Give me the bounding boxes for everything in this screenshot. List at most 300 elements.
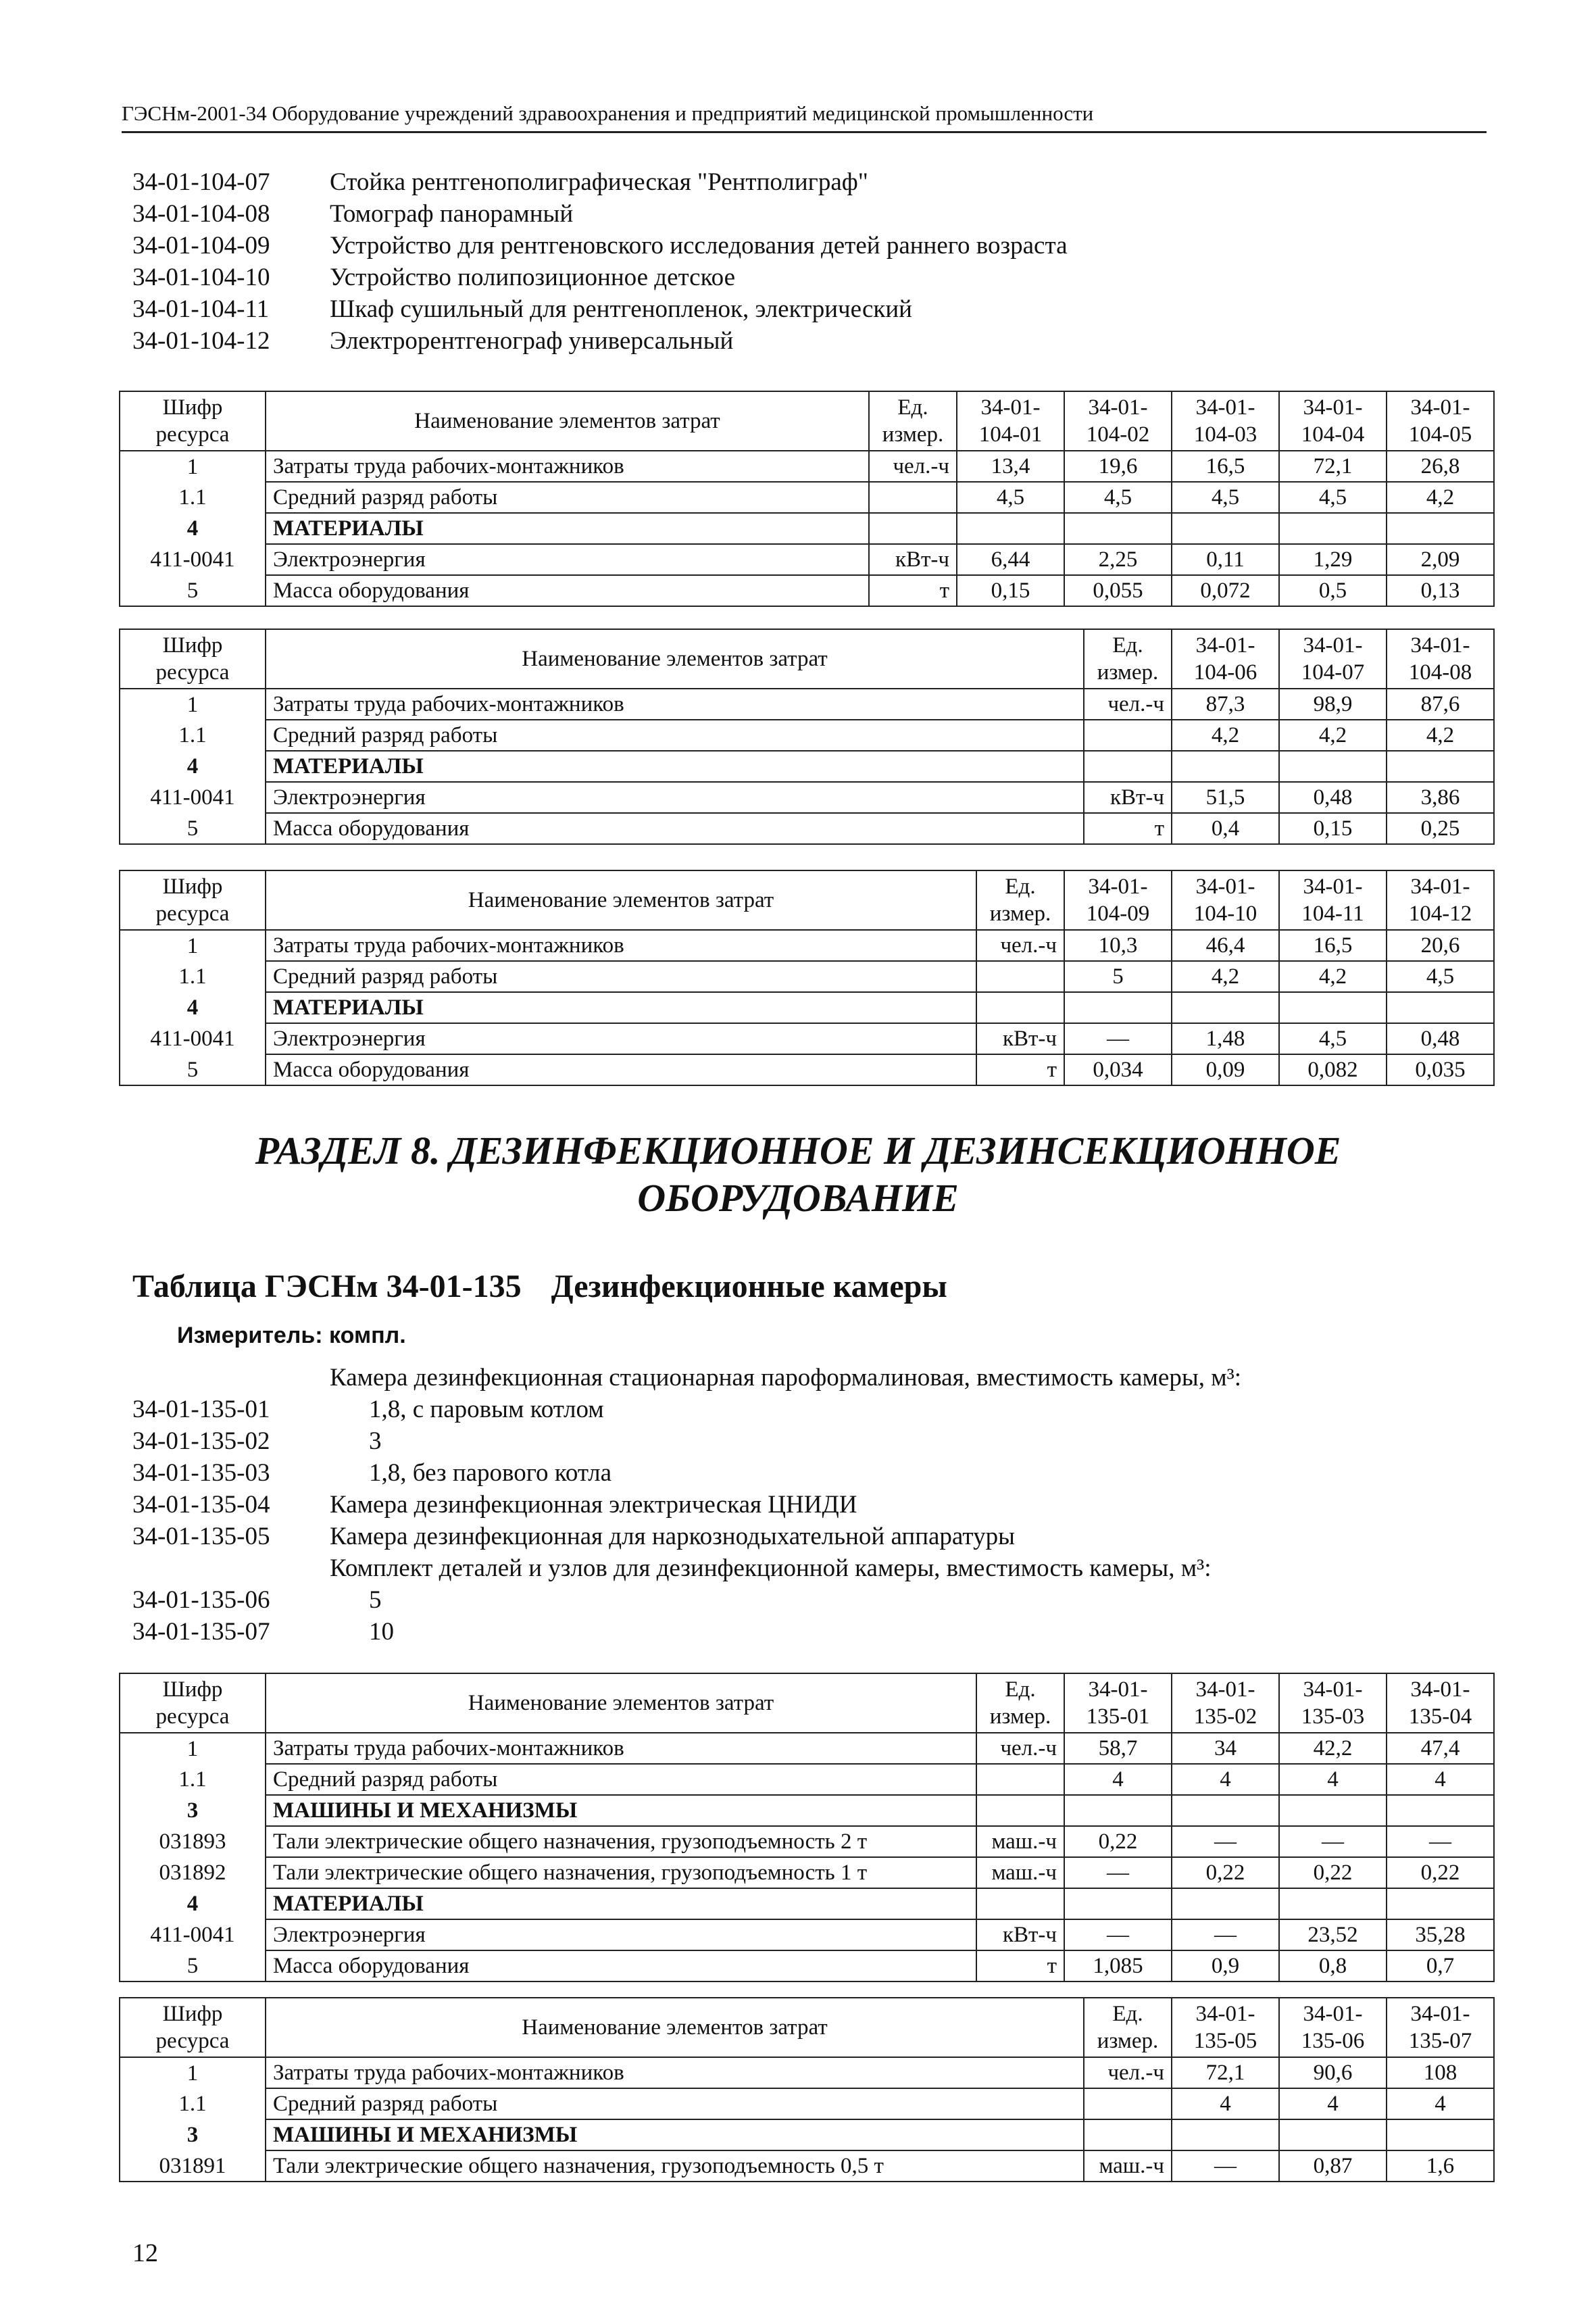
table-row [120,930,1494,961]
row-unit: т [1084,813,1172,844]
row-unit: кВт-ч [976,1919,1064,1950]
table-row [120,544,1494,575]
row-code: 1.1 [120,720,266,751]
row-value: 0,22 [1279,1857,1387,1888]
row-name: МАТЕРИАЛЫ [266,751,1084,782]
row-code: 4 [120,992,266,1023]
row-unit: маш.-ч [976,1826,1064,1857]
row-unit [976,1888,1064,1919]
row-value: 4,5 [1279,1023,1387,1054]
header-unit-line2: измер. [1097,660,1159,685]
row-code: 5 [120,1950,266,1981]
header-code-line2: ресурса [155,422,230,447]
row-name: Тали электрические общего назначения, грузоподъемность 0,5 т [266,2150,1084,2182]
list-item [132,230,1068,262]
page-number: 12 [132,2239,158,2267]
header-code-line1: Шифр [162,2002,223,2026]
row-code: 1.1 [120,1764,266,1795]
row-value: 0,5 [1279,575,1387,606]
table-title-name: Дезинфекционные камеры [551,1269,947,1304]
row-unit: кВт-ч [976,1023,1064,1054]
row-value [1279,2119,1387,2150]
row-name: Электроэнергия [266,1919,976,1950]
row-code: 1 [120,930,266,961]
header-column-suffix: 104-04 [1301,422,1365,447]
table-header-row [120,1998,1494,2027]
list-item [132,1394,1241,1425]
row-unit [869,482,957,513]
row-value: 0,11 [1172,544,1279,575]
page-header: ГЭСНм-2001-34 Оборудование учреждений здравоохранения и предприятий медицинской промышленности [122,101,1487,133]
header-column-code [1172,1998,1279,2057]
list-item-code: 34-01-135-05 [132,1523,270,1550]
table-header-row [120,870,1494,900]
row-value: 3,86 [1387,782,1494,813]
header-column-prefix: 34-01- [1195,2002,1255,2026]
table-row [120,513,1494,544]
table-row [120,2057,1494,2088]
header-unit-line1: Ед. [1005,875,1036,899]
row-unit: чел.-ч [976,1733,1064,1764]
list-item-desc: 3 [369,1427,382,1455]
list-item-code: 34-01-104-07 [132,168,270,196]
row-code: 1 [120,1733,266,1764]
row-value: 0,15 [957,575,1064,606]
row-value: 4,5 [1387,961,1494,992]
row-value: — [1172,1919,1279,1950]
list-item-code: 34-01-135-03 [132,1459,270,1487]
row-value: 0,87 [1279,2150,1387,2182]
row-value: 4 [1279,1764,1387,1795]
table-header-row [120,1673,1494,1703]
row-value [1172,2119,1279,2150]
list-item [132,166,1068,198]
header-column-suffix: 135-03 [1301,1704,1365,1729]
header-column-prefix: 34-01- [1195,633,1255,658]
row-value [1387,2119,1494,2150]
header-column-prefix: 34-01- [1088,875,1148,899]
section-title-line1: РАЗДЕЛ 8. ДЕЗИНФЕКЦИОННОЕ И ДЕЗИНСЕКЦИОННОЕ [255,1129,1341,1173]
row-value: 1,085 [1064,1950,1172,1981]
header-unit-line2: измер. [882,422,944,447]
header-unit-line1: Ед. [1112,2002,1143,2026]
row-value: 0,4 [1172,813,1279,844]
table-header-row [120,391,1494,421]
header-name-cell: Наименование элементов затрат [266,1998,1084,2057]
row-unit: маш.-ч [976,1857,1064,1888]
row-value: 42,2 [1279,1733,1387,1764]
row-value [1387,1888,1494,1919]
row-value: 0,035 [1387,1054,1494,1085]
row-value: 20,6 [1387,930,1494,961]
row-unit: т [869,575,957,606]
row-value: 16,5 [1279,930,1387,961]
list-item [132,198,1068,230]
header-column-prefix: 34-01- [1303,875,1363,899]
row-unit [1084,2088,1172,2119]
row-name: Затраты труда рабочих-монтажников [266,2057,1084,2088]
header-column-code [1172,391,1279,451]
row-value [957,513,1064,544]
row-value: 34 [1172,1733,1279,1764]
row-name: Масса оборудования [266,1054,976,1085]
list-item [132,1457,1241,1489]
row-code: 4 [120,1888,266,1919]
header-code-line2: ресурса [155,1704,230,1729]
table-row [120,1733,1494,1764]
row-value: 1,6 [1387,2150,1494,2182]
list-item-code: 34-01-104-11 [132,295,270,323]
row-unit [1084,2119,1172,2150]
row-code: 031892 [120,1857,266,1888]
header-column-suffix: 104-01 [978,422,1043,447]
header-column-prefix: 34-01- [1088,395,1148,420]
row-name: Средний разряд работы [266,961,976,992]
row-name: Затраты труда рабочих-монтажников [266,930,976,961]
row-value: 0,055 [1064,575,1172,606]
header-column-code [1064,870,1172,930]
header-unit-cell [976,1673,1064,1733]
header-column-prefix: 34-01- [1303,2002,1363,2026]
row-value: 4,2 [1387,720,1494,751]
row-value: 35,28 [1387,1919,1494,1950]
row-value: 4 [1064,1764,1172,1795]
row-unit [976,1795,1064,1826]
row-value: 87,3 [1172,689,1279,720]
header-column-suffix: 104-06 [1193,660,1257,685]
table-row [120,2088,1494,2119]
row-code: 3 [120,1795,266,1826]
row-unit: маш.-ч [1084,2150,1172,2182]
row-unit [976,992,1064,1023]
list-item [132,1584,1241,1616]
row-unit [869,513,957,544]
table-row [120,1950,1494,1981]
row-value: 4,2 [1279,961,1387,992]
row-name: Затраты труда рабочих-монтажников [266,1733,976,1764]
table-row [120,451,1494,482]
resource-table-104-09-12 [119,870,1495,1086]
row-value: 0,22 [1172,1857,1279,1888]
header-unit-cell [869,391,957,451]
resource-table-135-05-07 [119,1997,1495,2182]
header-column-suffix: 104-07 [1301,660,1365,685]
row-value [1279,1795,1387,1826]
header-code-cell [120,629,266,689]
header-column-code [1387,1998,1494,2057]
list-item-desc: Шкаф сушильный для рентгенопленок, электрический [330,295,912,323]
row-value: 0,48 [1279,782,1387,813]
row-value: 4,2 [1387,482,1494,513]
row-name: МАШИНЫ И МЕХАНИЗМЫ [266,1795,976,1826]
row-value [1387,751,1494,782]
row-value [1387,513,1494,544]
header-column-code [1387,1673,1494,1733]
row-value [1064,992,1172,1023]
table-row [120,782,1494,813]
table-row [120,2119,1494,2150]
table-row [120,689,1494,720]
header-column-prefix: 34-01- [1410,1677,1470,1702]
header-unit-cell [1084,1998,1172,2057]
row-value: 4 [1387,1764,1494,1795]
row-value: 0,072 [1172,575,1279,606]
header-code-cell [120,1673,266,1733]
row-name: Затраты труда рабочих-монтажников [266,451,869,482]
header-column-suffix: 135-07 [1408,2029,1472,2053]
header-code-line2: ресурса [155,902,230,926]
row-value: 0,22 [1064,1826,1172,1857]
list-item-code: 34-01-104-09 [132,232,270,260]
row-value [1279,1888,1387,1919]
row-value: 1,29 [1279,544,1387,575]
table-row [120,751,1494,782]
list-item [132,1521,1241,1552]
row-unit: т [976,1950,1064,1981]
table-row [120,720,1494,751]
table-title [132,1268,947,1305]
row-value: — [1064,1023,1172,1054]
row-value: — [1064,1919,1172,1950]
header-column-prefix: 34-01- [1410,395,1470,420]
row-name: Электроэнергия [266,544,869,575]
header-column-suffix: 135-04 [1408,1704,1472,1729]
row-code: 411-0041 [120,1023,266,1054]
row-value: 0,7 [1387,1950,1494,1981]
row-value: — [1172,2150,1279,2182]
header-column-code [1279,391,1387,451]
row-unit: т [976,1054,1064,1085]
row-code: 4 [120,751,266,782]
header-column-suffix: 104-09 [1086,902,1150,926]
row-name: МАТЕРИАЛЫ [266,1888,976,1919]
header-column-suffix: 135-05 [1193,2029,1257,2053]
header-unit-cell [1084,629,1172,689]
row-value [1064,513,1172,544]
header-column-prefix: 34-01- [1303,395,1363,420]
row-value: 0,8 [1279,1950,1387,1981]
row-unit [976,1764,1064,1795]
row-value: 16,5 [1172,451,1279,482]
row-value: 0,48 [1387,1023,1494,1054]
header-column-code [1172,629,1279,689]
header-unit-line1: Ед. [1005,1677,1036,1702]
row-value: 4 [1387,2088,1494,2119]
header-code-line1: Шифр [162,395,223,420]
row-value: 0,25 [1387,813,1494,844]
table-row [120,1857,1494,1888]
row-value: 4,2 [1172,961,1279,992]
row-code: 411-0041 [120,1919,266,1950]
list-item-desc: Камера дезинфекционная для наркознодыхательной аппаратуры [330,1523,1015,1550]
header-column-prefix: 34-01- [1195,395,1255,420]
row-code: 1 [120,689,266,720]
header-column-code [1172,1673,1279,1733]
row-name: МАШИНЫ И МЕХАНИЗМЫ [266,2119,1084,2150]
row-value: 108 [1387,2057,1494,2088]
row-name: Тали электрические общего назначения, грузоподъемность 1 т [266,1857,976,1888]
resource-code-list-104 [132,166,1068,357]
header-column-code [957,391,1064,451]
header-column-code [1387,391,1494,451]
row-value [1064,1888,1172,1919]
row-code: 1.1 [120,961,266,992]
row-value: 4,5 [1064,482,1172,513]
row-name: Тали электрические общего назначения, грузоподъемность 2 т [266,1826,976,1857]
row-value [1387,992,1494,1023]
header-column-code [1279,629,1387,689]
table-row [120,813,1494,844]
row-code: 411-0041 [120,782,266,813]
table-row [120,575,1494,606]
row-value: 19,6 [1064,451,1172,482]
header-unit-line1: Ед. [1112,633,1143,658]
list-item-desc: Устройство для рентгеновского исследования детей раннего возраста [330,232,1068,260]
row-value: 46,4 [1172,930,1279,961]
row-value: 4 [1172,2088,1279,2119]
header-column-code [1279,1998,1387,2057]
row-value: 0,082 [1279,1054,1387,1085]
list-item-desc: Томограф панорамный [330,200,574,228]
header-column-code [1064,391,1172,451]
row-code: 1 [120,2057,266,2088]
header-column-code [1279,1673,1387,1733]
header-column-code [1064,1673,1172,1733]
header-column-prefix: 34-01- [1195,875,1255,899]
header-name-cell: Наименование элементов затрат [266,870,976,930]
row-name: МАТЕРИАЛЫ [266,992,976,1023]
row-code: 4 [120,513,266,544]
row-value: 90,6 [1279,2057,1387,2088]
row-value: 5 [1064,961,1172,992]
row-value: 23,52 [1279,1919,1387,1950]
row-name: Масса оборудования [266,1950,976,1981]
row-code: 1 [120,451,266,482]
row-value: 87,6 [1387,689,1494,720]
row-value: — [1064,1857,1172,1888]
table-header-row [120,629,1494,659]
row-name: Электроэнергия [266,1023,976,1054]
row-name: Затраты труда рабочих-монтажников [266,689,1084,720]
row-code: 5 [120,813,266,844]
header-code-cell [120,1998,266,2057]
header-column-suffix: 135-01 [1086,1704,1150,1729]
row-name: Средний разряд работы [266,2088,1084,2119]
header-column-code [1387,629,1494,689]
list-item-desc: 1,8, без парового котла [369,1459,612,1487]
header-code-cell [120,391,266,451]
list-item-code: 34-01-135-06 [132,1586,270,1614]
row-value: 26,8 [1387,451,1494,482]
header-column-code [1279,870,1387,930]
row-value: 4,2 [1172,720,1279,751]
table-row [120,482,1494,513]
row-value: 1,48 [1172,1023,1279,1054]
header-column-prefix: 34-01- [1410,633,1470,658]
list-item-code [132,1552,330,1584]
row-value: 0,15 [1279,813,1387,844]
list-item-code: 34-01-135-04 [132,1491,270,1519]
table-row [120,1888,1494,1919]
row-value: 0,13 [1387,575,1494,606]
table-row [120,2150,1494,2182]
row-name: Средний разряд работы [266,1764,976,1795]
list-item-code: 34-01-104-12 [132,327,270,355]
list-item [132,1425,1241,1457]
header-code-line1: Шифр [162,633,223,658]
list-item [132,1616,1241,1648]
header-column-suffix: 135-06 [1301,2029,1365,2053]
row-code: 5 [120,1054,266,1085]
row-code: 1.1 [120,482,266,513]
row-code: 3 [120,2119,266,2150]
list-item-desc: 1,8, с паровым котлом [369,1396,604,1423]
row-value: 13,4 [957,451,1064,482]
row-value: 4 [1279,2088,1387,2119]
row-value [1387,1795,1494,1826]
header-column-prefix: 34-01- [1195,1677,1255,1702]
row-value: 4,5 [1172,482,1279,513]
header-unit-line1: Ед. [897,395,928,420]
resource-table-104-01-05 [119,391,1495,607]
list-item [132,1552,1241,1584]
row-value: — [1387,1826,1494,1857]
row-value: 10,3 [1064,930,1172,961]
header-code-line2: ресурса [155,2029,230,2053]
row-unit [976,961,1064,992]
header-column-prefix: 34-01- [1303,1677,1363,1702]
row-value: 72,1 [1279,451,1387,482]
section-title [0,1127,1596,1222]
row-value: 4,2 [1279,720,1387,751]
row-name: Масса оборудования [266,813,1084,844]
row-value [1172,1888,1279,1919]
row-code: 5 [120,575,266,606]
header-column-prefix: 34-01- [1410,875,1470,899]
header-column-prefix: 34-01- [1410,2002,1470,2026]
row-unit: чел.-ч [1084,2057,1172,2088]
resource-table-104-06-08 [119,629,1495,845]
header-code-cell [120,870,266,930]
row-name: Электроэнергия [266,782,1084,813]
table-title-label: Таблица ГЭСНм 34-01-135 [132,1269,522,1304]
row-value: 4,5 [957,482,1064,513]
list-item-code [132,1362,330,1394]
row-value [1172,992,1279,1023]
header-unit-cell [976,870,1064,930]
header-code-line1: Шифр [162,1677,223,1702]
row-unit: чел.-ч [1084,689,1172,720]
table-row [120,961,1494,992]
header-column-prefix: 34-01- [980,395,1041,420]
row-value: 0,09 [1172,1054,1279,1085]
header-code-line1: Шифр [162,875,223,899]
header-code-line2: ресурса [155,660,230,685]
table-row [120,1826,1494,1857]
header-unit-line2: измер. [989,1704,1051,1729]
row-code: 411-0041 [120,544,266,575]
row-name: МАТЕРИАЛЫ [266,513,869,544]
row-value: 0,9 [1172,1950,1279,1981]
row-value: 0,22 [1387,1857,1494,1888]
row-name: Масса оборудования [266,575,869,606]
row-value [1172,513,1279,544]
row-value: 4,5 [1279,482,1387,513]
row-value: — [1279,1826,1387,1857]
list-item-desc: Электрорентгенограф универсальный [330,327,734,355]
list-item-desc: 10 [369,1618,394,1646]
table-row [120,1795,1494,1826]
